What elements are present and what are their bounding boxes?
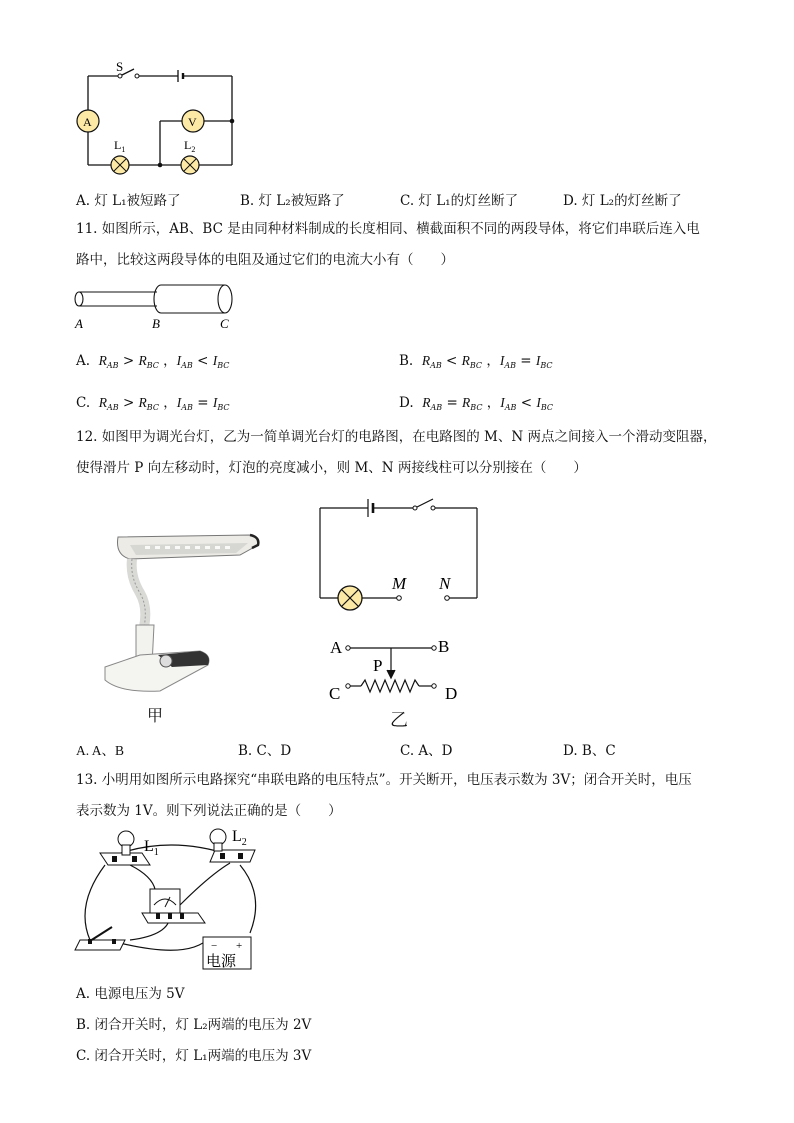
terminal-m-label: M [392, 574, 407, 593]
q13-stem-line2: 表示数为 1V。则下列说法正确的是（ ） [76, 803, 342, 819]
q12-circuit-diagram [315, 490, 490, 725]
q13-stem-line1: 13. 小明用如图所示电路探究“串联电路的电压特点”。开关断开，电压表示数为 3V；闭合开关时，电压 [76, 772, 692, 788]
ammeter-label: A [83, 115, 92, 129]
q12-option-d: D. B、C [563, 743, 616, 759]
svg-text:+: + [236, 940, 243, 952]
svg-text:−: − [211, 940, 218, 952]
rheostat-c-label: C [329, 684, 341, 703]
svg-text:L1: $L_1$ [144, 838, 159, 858]
switch-device-icon [75, 927, 125, 950]
rheostat-d-label: D [445, 684, 458, 703]
q10-option-a: A. 灯 L₁被短路了 [76, 193, 181, 209]
lamp-l2-icon [181, 156, 199, 174]
q12-option-b: B. C、D [238, 743, 292, 759]
terminal-n-label: N [439, 574, 451, 593]
rheostat-b-label: B [438, 637, 450, 656]
svg-text:L1: $L_1$ [114, 138, 126, 154]
q11-option-d: D. $R_{AB} = R_{BC}$ ，$I_{AB} < I_{BC}$ [399, 395, 553, 412]
q12-option-a: A. A、B [76, 743, 125, 758]
conductor-label-c: C [220, 316, 229, 331]
bulb-l1-label: L [144, 838, 154, 855]
conductor-label-b: B [152, 316, 160, 331]
bulb-l1-icon [118, 831, 134, 855]
figure-yi-caption: 乙 [390, 710, 408, 731]
figure-jia-caption: 甲 [147, 706, 164, 725]
rheostat-a-label: A [330, 638, 343, 657]
svg-text:L2: $L_2$ [232, 828, 247, 848]
q13-option-b: B. 闭合开关时，灯 L₂两端的电压为 2V [76, 1017, 312, 1033]
q11-option-c: C. $R_{AB} > R_{BC}$ ，$I_{AB} = I_{BC}$ [76, 395, 230, 412]
q11-stem-line1: 11. 如图所示，AB、BC 是由同种材料制成的长度相同、横截面积不同的两段导体，将它们串联后连入电 [76, 221, 700, 237]
q10-option-b: B. 灯 L₂被短路了 [240, 193, 345, 209]
q13-option-a: A. 电源电压为 5V [76, 986, 185, 1002]
lamp-icon [338, 586, 362, 610]
q12-stem-line1: 12. 如图甲为调光台灯，乙为一简单调光台灯的电路图，在电路图的 M、N 两点之间接入一个滑动变阻器， [76, 429, 717, 445]
conductor-label-a: A [75, 316, 83, 331]
desk-lamp-image [100, 515, 270, 700]
voltmeter-label: V [188, 115, 197, 129]
power-source-label: 电源 [206, 954, 237, 970]
q11-conductor-figure [70, 282, 245, 332]
voltmeter-device-icon [142, 889, 205, 923]
svg-text:L2: $L_2$ [184, 138, 196, 154]
q10-option-c: C. 灯 L₁的灯丝断了 [400, 193, 519, 209]
q11-stem-line2: 路中，比较这两段导体的电阻及通过它们的电流大小有（ ） [76, 252, 454, 268]
power-source-icon [203, 937, 251, 970]
q10-circuit-diagram [70, 55, 250, 175]
q10-option-d: D. 灯 L₂的灯丝断了 [563, 193, 682, 209]
q13-physical-circuit [70, 825, 270, 975]
lamp-l1-icon [111, 156, 129, 174]
switch-label: S [116, 59, 124, 74]
q13-option-c: C. 闭合开关时，灯 L₁两端的电压为 3V [76, 1048, 312, 1064]
lamp1-label: L [114, 138, 122, 152]
q11-option-a: A. $R_{AB} > R_{BC}$ ，$I_{AB} < I_{BC}$ [76, 353, 230, 370]
rheostat-symbol [349, 648, 433, 692]
q11-option-b: B. $R_{AB} < R_{BC}$ ，$I_{AB} = I_{BC}$ [399, 353, 553, 370]
rheostat-p-label: P [373, 656, 383, 675]
bulb-l2-label: L [232, 828, 242, 845]
q12-option-c: C. A、D [400, 743, 453, 759]
q12-stem-line2: 使得滑片 P 向左移动时，灯泡的亮度减小，则 M、N 两接线柱可以分别接在（ ） [76, 460, 587, 476]
lamp2-label: L [184, 138, 192, 152]
bulb-l2-icon [210, 829, 226, 851]
